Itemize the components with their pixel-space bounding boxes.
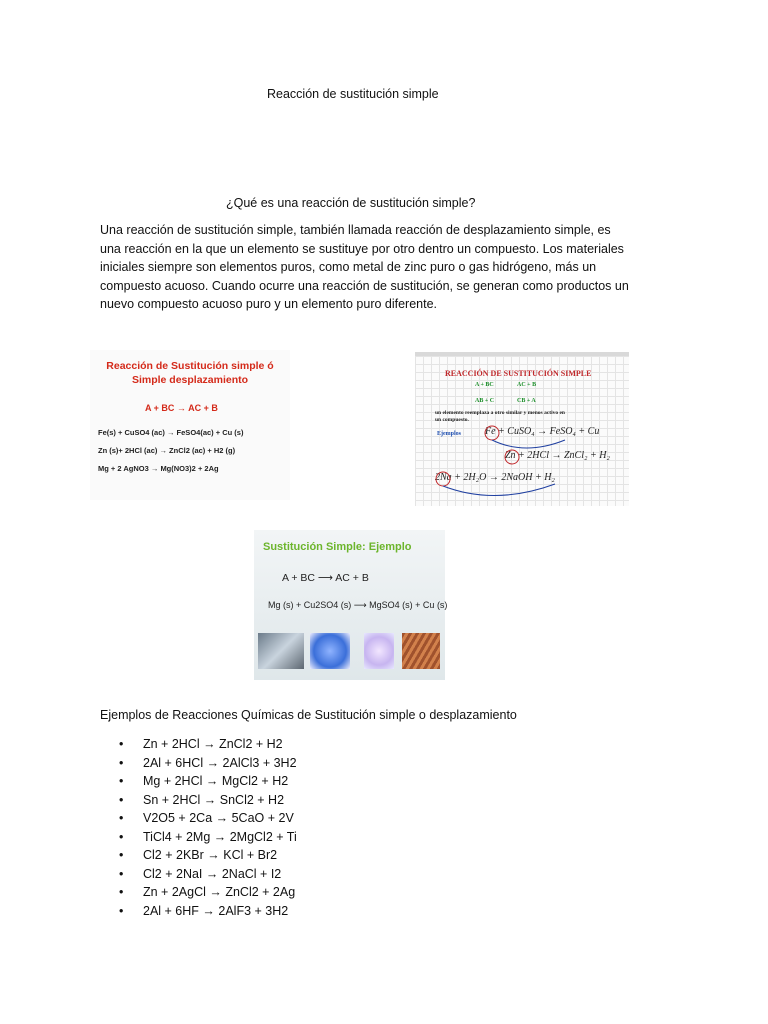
example-text: 2Al + 6HCl → 2AlCl3 + 3H2 bbox=[143, 755, 297, 770]
example-text: Cl2 + 2KBr → KCl + Br2 bbox=[143, 848, 278, 862]
bullet: • bbox=[119, 885, 124, 899]
description: un compuesto. bbox=[435, 417, 469, 423]
example-equation: Zn + 2HCl → ZnCl₂ + H₂ bbox=[505, 450, 610, 461]
paragraph-line: compuesto acuoso. Cuando ocurre una reacción de sustitución, se generan como productos un bbox=[100, 278, 629, 293]
general-formula: A + BC bbox=[475, 382, 494, 388]
paragraph-line: nuevo compuesto acuoso puro y un elemento puro diferente. bbox=[100, 297, 438, 312]
paragraph-line: iniciales siempre son elementos puros, como metal de zinc puro o gas hidrógeno, más un bbox=[100, 260, 597, 275]
list-item bbox=[119, 735, 297, 754]
list-item bbox=[119, 754, 297, 773]
example-text: Cl2 + 2NaI → 2NaCl + I2 bbox=[143, 866, 282, 881]
bullet: • bbox=[119, 811, 124, 825]
general-formula: CB + A bbox=[517, 398, 536, 404]
list-item bbox=[119, 883, 297, 902]
bullet: • bbox=[119, 792, 124, 807]
list-item bbox=[119, 791, 297, 810]
example-text: TiCl4 + 2Mg → 2MgCl2 + Ti bbox=[143, 829, 297, 844]
paragraph-line: Una reacción de sustitución simple, también llamada reacción de desplazamiento simple, es bbox=[100, 223, 611, 237]
figure-reaccion-sustitucion bbox=[415, 352, 629, 506]
example-equation: 2Na + 2H₂O → 2NaOH + H₂ bbox=[435, 472, 555, 483]
general-formula: AC + B bbox=[517, 382, 537, 388]
copper-photo bbox=[402, 633, 440, 669]
example-text: Zn + 2AgCl → ZnCl2 + 2Ag bbox=[143, 885, 296, 899]
example-equation: Fe + CuSO₄ → FeSO₄ + Cu bbox=[485, 426, 600, 437]
reaction-line: Fe(s) + CuSO4 (ac) → FeSO4(ac) + Cu (s) bbox=[98, 428, 244, 437]
document-title: Reacción de sustitución simple bbox=[267, 87, 439, 101]
annotation-circles bbox=[415, 356, 629, 506]
intro-paragraph bbox=[100, 221, 629, 314]
bullet: • bbox=[119, 829, 124, 844]
copper-sulfate-photo bbox=[310, 633, 350, 669]
list-item bbox=[119, 772, 297, 791]
figure-title: Sustitución Simple: Ejemplo bbox=[263, 541, 412, 553]
magnesium-sulfate-photo bbox=[364, 633, 394, 669]
figure-title: Reacción de Sustitución simple ó bbox=[106, 360, 274, 372]
general-formula: A + BC → AC + B bbox=[145, 403, 218, 413]
example-text: Mg + 2HCl → MgCl2 + H2 bbox=[143, 774, 289, 788]
bullet: • bbox=[119, 903, 124, 918]
figure-sustitucion-ejemplo bbox=[254, 530, 448, 680]
bullet: • bbox=[119, 755, 124, 770]
section-question: ¿Qué es una reacción de sustitución simple? bbox=[226, 196, 476, 210]
example-text: Zn + 2HCl → ZnCl2 + H2 bbox=[143, 737, 283, 751]
examples-list bbox=[119, 735, 297, 920]
bullet: • bbox=[119, 848, 124, 862]
reaction-line: Mg + 2 AgNO3 → Mg(NO3)2 + 2Ag bbox=[98, 464, 219, 473]
list-item bbox=[119, 846, 297, 865]
bullet: • bbox=[119, 774, 124, 788]
paragraph-line: una reacción en la que un elemento se sustituye por otro dentro un compuesto. Los materiales bbox=[100, 241, 624, 256]
general-formula: AB + C bbox=[475, 398, 495, 404]
list-item bbox=[119, 902, 297, 921]
reaction-line: Zn (s)+ 2HCl (ac) → ZnCl2 (ac) + H2 (g) bbox=[98, 446, 236, 455]
example-text: Sn + 2HCl → SnCl2 + H2 bbox=[143, 792, 285, 807]
examples-heading: Ejemplos de Reacciones Químicas de Sustitución simple o desplazamiento bbox=[100, 708, 517, 722]
figure-simple-displacement bbox=[90, 350, 290, 500]
bullet: • bbox=[119, 866, 124, 881]
example-equation: Mg (s) + Cu2SO4 (s) ⟶ MgSO4 (s) + Cu (s) bbox=[268, 600, 448, 610]
example-text: V2O5 + 2Ca → 5CaO + 2V bbox=[143, 811, 294, 825]
ejemplos-label: Ejemplos bbox=[437, 431, 461, 437]
bullet: • bbox=[119, 737, 124, 751]
list-item bbox=[119, 828, 297, 847]
description: un elemento reemplaza a otro similar y menos activo en bbox=[435, 410, 565, 416]
figure-title: REACCIÓN DE SUSTITUCIÓN SIMPLE bbox=[445, 369, 592, 378]
magnesium-photo bbox=[258, 633, 304, 669]
list-item bbox=[119, 809, 297, 828]
general-formula: A + BC ⟶ AC + B bbox=[282, 572, 369, 584]
figure-title: Simple desplazamiento bbox=[131, 374, 249, 386]
example-text: 2Al + 6HF → 2AlF3 + 3H2 bbox=[143, 903, 289, 918]
list-item bbox=[119, 865, 297, 884]
